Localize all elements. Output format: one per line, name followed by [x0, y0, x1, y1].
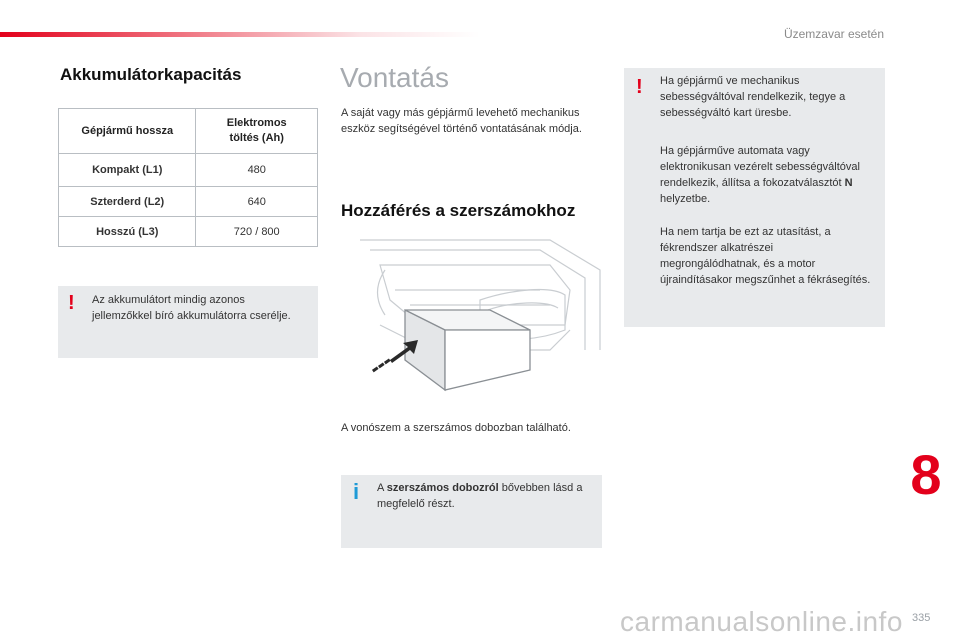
- warning-paragraph-2-suffix: helyzetbe.: [660, 193, 711, 205]
- info-icon: i: [353, 479, 360, 504]
- column-header-text: Elektromos töltés (Ah): [226, 117, 287, 144]
- table-row: [59, 187, 318, 217]
- column-header: Gépjármű hossza: [59, 109, 196, 154]
- page-number: 335: [912, 612, 931, 624]
- info-suffix: bővebben lásd a megfelelő részt.: [377, 482, 583, 510]
- gear-position-n: N: [844, 177, 853, 189]
- table-row: [59, 154, 318, 187]
- row-label: Szterderd (L2): [59, 187, 196, 217]
- battery-warning-text: Az akkumulátort mindig azonos jellemzőkkel bíró akkumulátorra cserélje.: [92, 294, 291, 322]
- row-value: 480: [196, 154, 318, 187]
- warning-icon: !: [68, 292, 75, 314]
- info-text: [377, 480, 587, 512]
- info-box: [341, 475, 602, 548]
- row-label: Hosszú (L3): [59, 217, 196, 247]
- towing-intro: A saját vagy más gépjármű levehető mechanikus eszköz segítségével történő vontatásának módja.: [341, 107, 582, 135]
- warning-paragraph-2: [660, 143, 875, 207]
- section-title: Üzemzavar esetén: [783, 27, 884, 41]
- row-value: 720 / 800: [196, 217, 318, 247]
- column-header: [196, 109, 318, 154]
- warning-icon: !: [636, 76, 643, 98]
- toolbox-illustration: [350, 230, 605, 395]
- top-accent-bar: [0, 32, 480, 37]
- battery-capacity-table: [58, 108, 318, 247]
- chapter-number: 8: [910, 443, 942, 506]
- tools-caption: A vonószem a szerszámos dobozban található.: [341, 422, 571, 434]
- row-value: 640: [196, 187, 318, 217]
- battery-heading: Akkumulátorkapacitás: [60, 65, 242, 84]
- towing-warning-box: [624, 68, 885, 327]
- warning-paragraph-3: Ha nem tartja be ezt az utasítást, a fékrendszer alkatrészei megrongálódhatnak, és a motor újraindításakor megszűnhet a fékrásegítés.: [660, 226, 871, 286]
- table-header-row: [59, 109, 318, 154]
- warning-paragraph-1: Ha gépjármű ve mechanikus sebességváltóval rendelkezik, tegye a sebességváltó kart üresbe.: [660, 75, 846, 119]
- tools-heading: Hozzáférés a szerszámokhoz: [341, 201, 576, 220]
- info-bold: szerszámos dobozról: [386, 482, 499, 494]
- table-row: [59, 217, 318, 247]
- warning-paragraph-2-prefix: Ha gépjárműve automata vagy elektronikusan vezérelt sebességváltóval rendelkezik, állítsa a fokozatválasztót: [660, 145, 860, 189]
- info-prefix: A: [377, 482, 387, 494]
- watermark: carmanualsonline.info: [620, 606, 903, 637]
- battery-warning-box: [58, 286, 318, 358]
- row-label: Kompakt (L1): [59, 154, 196, 187]
- towing-heading: Vontatás: [340, 62, 449, 93]
